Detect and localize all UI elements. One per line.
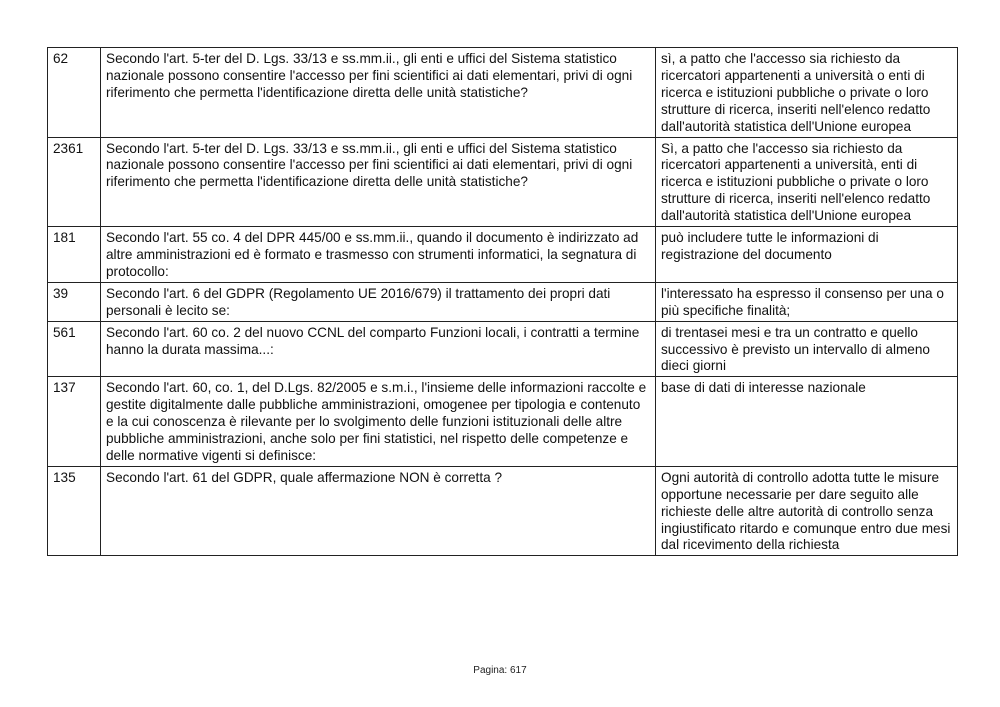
question-number: 181 bbox=[48, 227, 101, 283]
question-text: Secondo l'art. 55 co. 4 del DPR 445/00 e ss.mm.ii., quando il documento è indirizzato ad altre amministrazioni ed è formato e trasmesso con strumenti informatici, la segnatura di protocollo: bbox=[101, 227, 656, 283]
question-text: Secondo l'art. 5-ter del D. Lgs. 33/13 e ss.mm.ii., gli enti e uffici del Sistema statistico nazionale possono consentire l'accesso per fini scientifici ai dati elementari, privi di ogni riferimento che permetta l'identificazione diretta delle unità statistiche? bbox=[101, 48, 656, 138]
answer-text: di trentasei mesi e tra un contratto e quello successivo è previsto un intervallo di almeno dieci giorni bbox=[656, 321, 958, 377]
table-row bbox=[48, 227, 958, 283]
question-number: 62 bbox=[48, 48, 101, 138]
questions-table bbox=[47, 47, 958, 556]
table-row bbox=[48, 321, 958, 377]
question-text: Secondo l'art. 60, co. 1, del D.Lgs. 82/2005 e s.m.i., l'insieme delle informazioni raccolte e gestite digitalmente dalle pubbliche amministrazioni, omogenee per tipologia e contenuto e la cui conoscenza è rilevante per lo svolgimento delle funzioni istituzionali delle altre pubbliche amministrazioni, anche solo per fini statistici, nel rispetto delle competenze e delle normative vigenti si definisce: bbox=[101, 377, 656, 467]
answer-text: Sì, a patto che l'accesso sia richiesto da ricercatori appartenenti a università, enti di ricerca e istituzioni pubbliche o private o loro strutture di ricerca, inseriti nell'elenco redatto dall'autorità statistica dell'Unione europea bbox=[656, 137, 958, 227]
question-number: 135 bbox=[48, 466, 101, 556]
table-row bbox=[48, 377, 958, 467]
answer-text: sì, a patto che l'accesso sia richiesto da ricercatori appartenenti a università o enti di ricerca e istituzioni pubbliche o private o loro strutture di ricerca, inseriti nell'elenco redatto dall'autorità statistica dell'Unione europea bbox=[656, 48, 958, 138]
table-row bbox=[48, 48, 958, 138]
question-number: 137 bbox=[48, 377, 101, 467]
table-row bbox=[48, 137, 958, 227]
page-number: Pagina: 617 bbox=[473, 665, 527, 676]
question-text: Secondo l'art. 6 del GDPR (Regolamento UE 2016/679) il trattamento dei propri dati personali è lecito se: bbox=[101, 282, 656, 321]
table-row bbox=[48, 466, 958, 556]
answer-text: Ogni autorità di controllo adotta tutte le misure opportune necessarie per dare seguito alle richieste delle altre autorità di controllo senza ingiustificato ritardo e comunque entro due mesi dal ricevimento della richiesta bbox=[656, 466, 958, 556]
answer-text: può includere tutte le informazioni di registrazione del documento bbox=[656, 227, 958, 283]
question-number: 39 bbox=[48, 282, 101, 321]
question-text: Secondo l'art. 60 co. 2 del nuovo CCNL del comparto Funzioni locali, i contratti a termine hanno la durata massima...: bbox=[101, 321, 656, 377]
question-text: Secondo l'art. 5-ter del D. Lgs. 33/13 e ss.mm.ii., gli enti e uffici del Sistema statistico nazionale possono consentire l'accesso per fini scientifici ai dati elementari, privi di ogni riferimento che permetta l'identificazione diretta delle unità statistiche? bbox=[101, 137, 656, 227]
answer-text: l'interessato ha espresso il consenso per una o più specifiche finalità; bbox=[656, 282, 958, 321]
answer-text: base di dati di interesse nazionale bbox=[656, 377, 958, 467]
question-number: 2361 bbox=[48, 137, 101, 227]
table-row bbox=[48, 282, 958, 321]
question-text: Secondo l'art. 61 del GDPR, quale affermazione NON è corretta ? bbox=[101, 466, 656, 556]
question-number: 561 bbox=[48, 321, 101, 377]
